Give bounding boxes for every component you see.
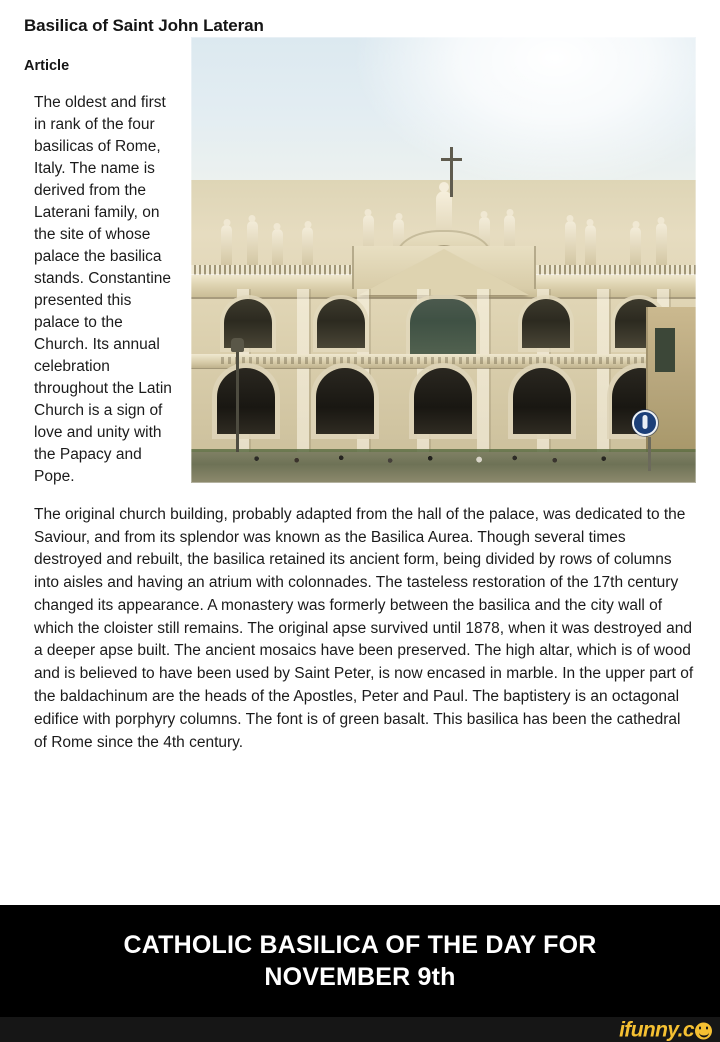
caption-line-1: CATHOLIC BASILICA OF THE DAY FOR (123, 931, 597, 959)
portico-arch (414, 368, 472, 435)
lamp-post-icon (236, 349, 239, 452)
caption-banner (0, 905, 720, 1017)
page-title: Basilica of Saint John Lateran (24, 16, 264, 35)
adjacent-building (646, 307, 697, 456)
basilica-photo-image (191, 37, 696, 483)
lower-portico-arches (191, 368, 696, 435)
body-paragraph: The original church building, probably adapted from the hall of the palace, was dedicated to the Saviour, and from its splendor was known as the Basilica Aurea. Though several times destroyed and rebuilt, the basilica retained its ancient form, being divided by rows of columns into aisles and having an atrium with colonnades. The tasteless restoration of the 17th century changed its appearance. A monastery was formerly between the basilica and the city wall of which the cloister still remains. The original apse survived until 1878, when it was destroyed and a deeper apse built. The ancient mosaics have been preserved. The high altar, which is of wood and is believed to have been used by Saint Peter, is now encased in marble. In the upper part of the baldachinum are the heads of the Apostles, Peter and Paul. The baptistery is an octagonal edifice with porphyry columns. The font is of green basalt. This basilica has been the cathedral of Rome since the 4th century. (34, 505, 694, 751)
arch (522, 299, 570, 348)
pedestrians (221, 449, 665, 464)
caption-banner-text (123, 929, 596, 993)
cross-icon (450, 147, 453, 197)
sign-post (648, 437, 651, 470)
arch-central-window (410, 299, 476, 353)
pedestrian-sign-icon (632, 410, 658, 436)
upper-loggia-arches (191, 299, 696, 348)
caption-line-2: NOVEMBER 9th (264, 963, 456, 991)
basilica-photo (191, 37, 696, 483)
basilica-facade (191, 180, 696, 483)
portico-arch (217, 368, 275, 435)
portico-arch (316, 368, 374, 435)
section-label-article: Article (24, 58, 70, 75)
footer-bar (0, 1017, 720, 1042)
arch (317, 299, 365, 348)
pediment (359, 249, 529, 295)
watermark-text: ifunny.c (619, 1018, 694, 1041)
smiley-face-icon (695, 1022, 712, 1039)
portico-arch (513, 368, 571, 435)
facade-inscription (221, 357, 665, 364)
lead-paragraph: The oldest and first in rank of the four basilicas of Rome, Italy. The name is derived from the Laterani family, on the site of whose palace the basilica stands. Constantine presented this palace to the Church. Its annual celebration throughout the Latin Church is a sign of love and unity with the Papacy and Pope. (34, 93, 172, 485)
ifunny-watermark (619, 1019, 712, 1040)
